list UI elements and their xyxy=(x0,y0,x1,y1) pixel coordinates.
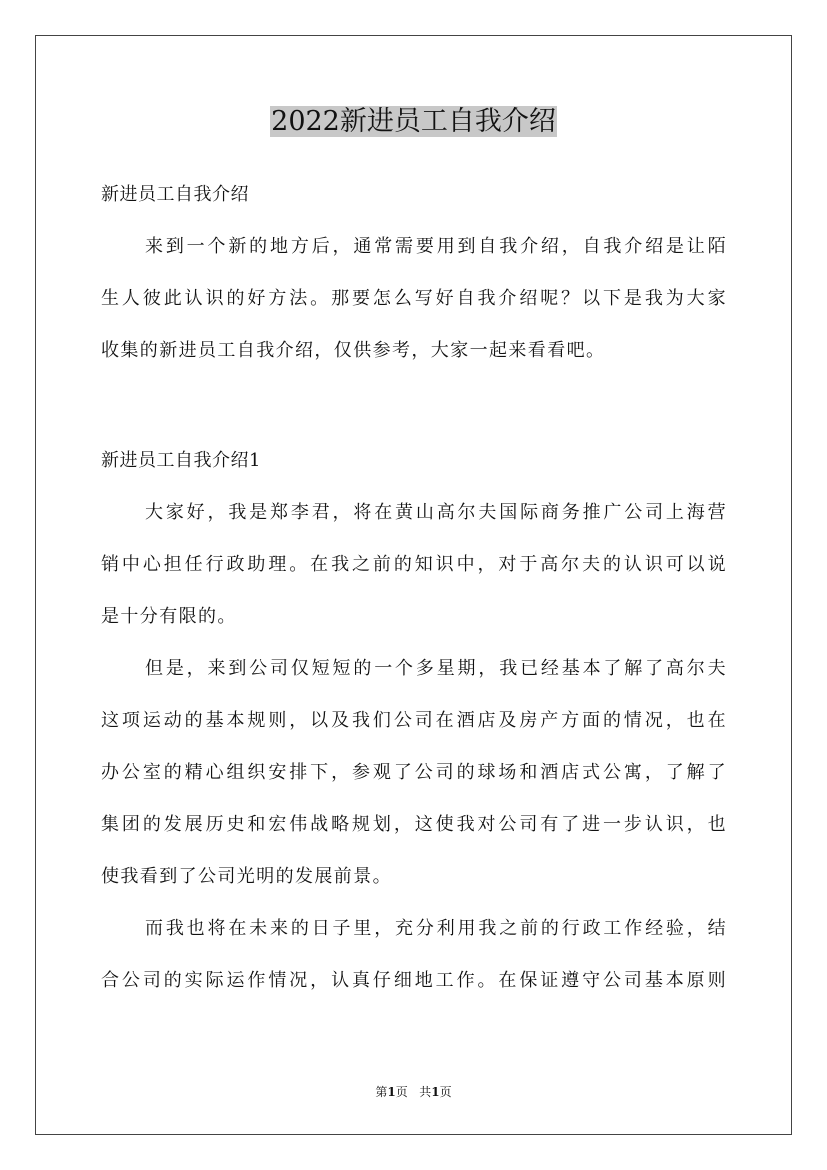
para2-line-4: 集团的发展历史和宏伟战略规划，这使我对公司有了进一步认识，也 xyxy=(101,814,727,835)
intro-line-2: 生人彼此认识的好方法。那要怎么写好自我介绍呢？以下是我为大家 xyxy=(101,288,727,309)
page-footer xyxy=(0,1082,827,1102)
page-current: 1 xyxy=(387,1085,396,1099)
para3-line-1: 而我也将在未来的日子里，充分利用我之前的行政工作经验，结 xyxy=(145,918,727,939)
para2-line-2: 这项运动的基本规则，以及我们公司在酒店及房产方面的情况，也在 xyxy=(101,710,727,731)
page-total: 1 xyxy=(431,1085,440,1099)
para2-line-3: 办公室的精心组织安排下，参观了公司的球场和酒店式公寓，了解了 xyxy=(101,762,727,783)
para1-line-2: 销中心担任行政助理。在我之前的知识中，对于高尔夫的认识可以说 xyxy=(101,554,727,575)
intro-line-1: 来到一个新的地方后，通常需要用到自我介绍，自我介绍是让陌 xyxy=(145,236,727,257)
document-body xyxy=(101,169,727,1007)
document-title xyxy=(0,100,827,144)
para1-line-3: 是十分有限的。 xyxy=(101,606,237,627)
para1-line-1: 大家好，我是郑李君，将在黄山高尔夫国际商务推广公司上海营 xyxy=(145,502,727,523)
para3-line-2: 合公司的实际运作情况，认真仔细地工作。在保证遵守公司基本原则 xyxy=(101,970,727,991)
document-title-text: 2022新进员工自我介绍 xyxy=(271,106,556,137)
intro-line-3: 收集的新进员工自我介绍，仅供参考，大家一起来看看吧。 xyxy=(101,340,606,361)
section-1-heading: 新进员工自我介绍1 xyxy=(101,450,261,471)
para2-line-5: 使我看到了公司光明的发展前景。 xyxy=(101,866,392,887)
page-suffix: 页 xyxy=(395,1085,408,1099)
intro-heading: 新进员工自我介绍 xyxy=(101,184,249,205)
para2-line-1: 但是，来到公司仅短短的一个多星期，我已经基本了解了高尔夫 xyxy=(145,658,727,679)
total-prefix: 共 xyxy=(419,1085,432,1099)
page-prefix: 第 xyxy=(375,1085,388,1099)
total-suffix: 页 xyxy=(439,1085,452,1099)
paragraph-gap xyxy=(101,377,727,435)
